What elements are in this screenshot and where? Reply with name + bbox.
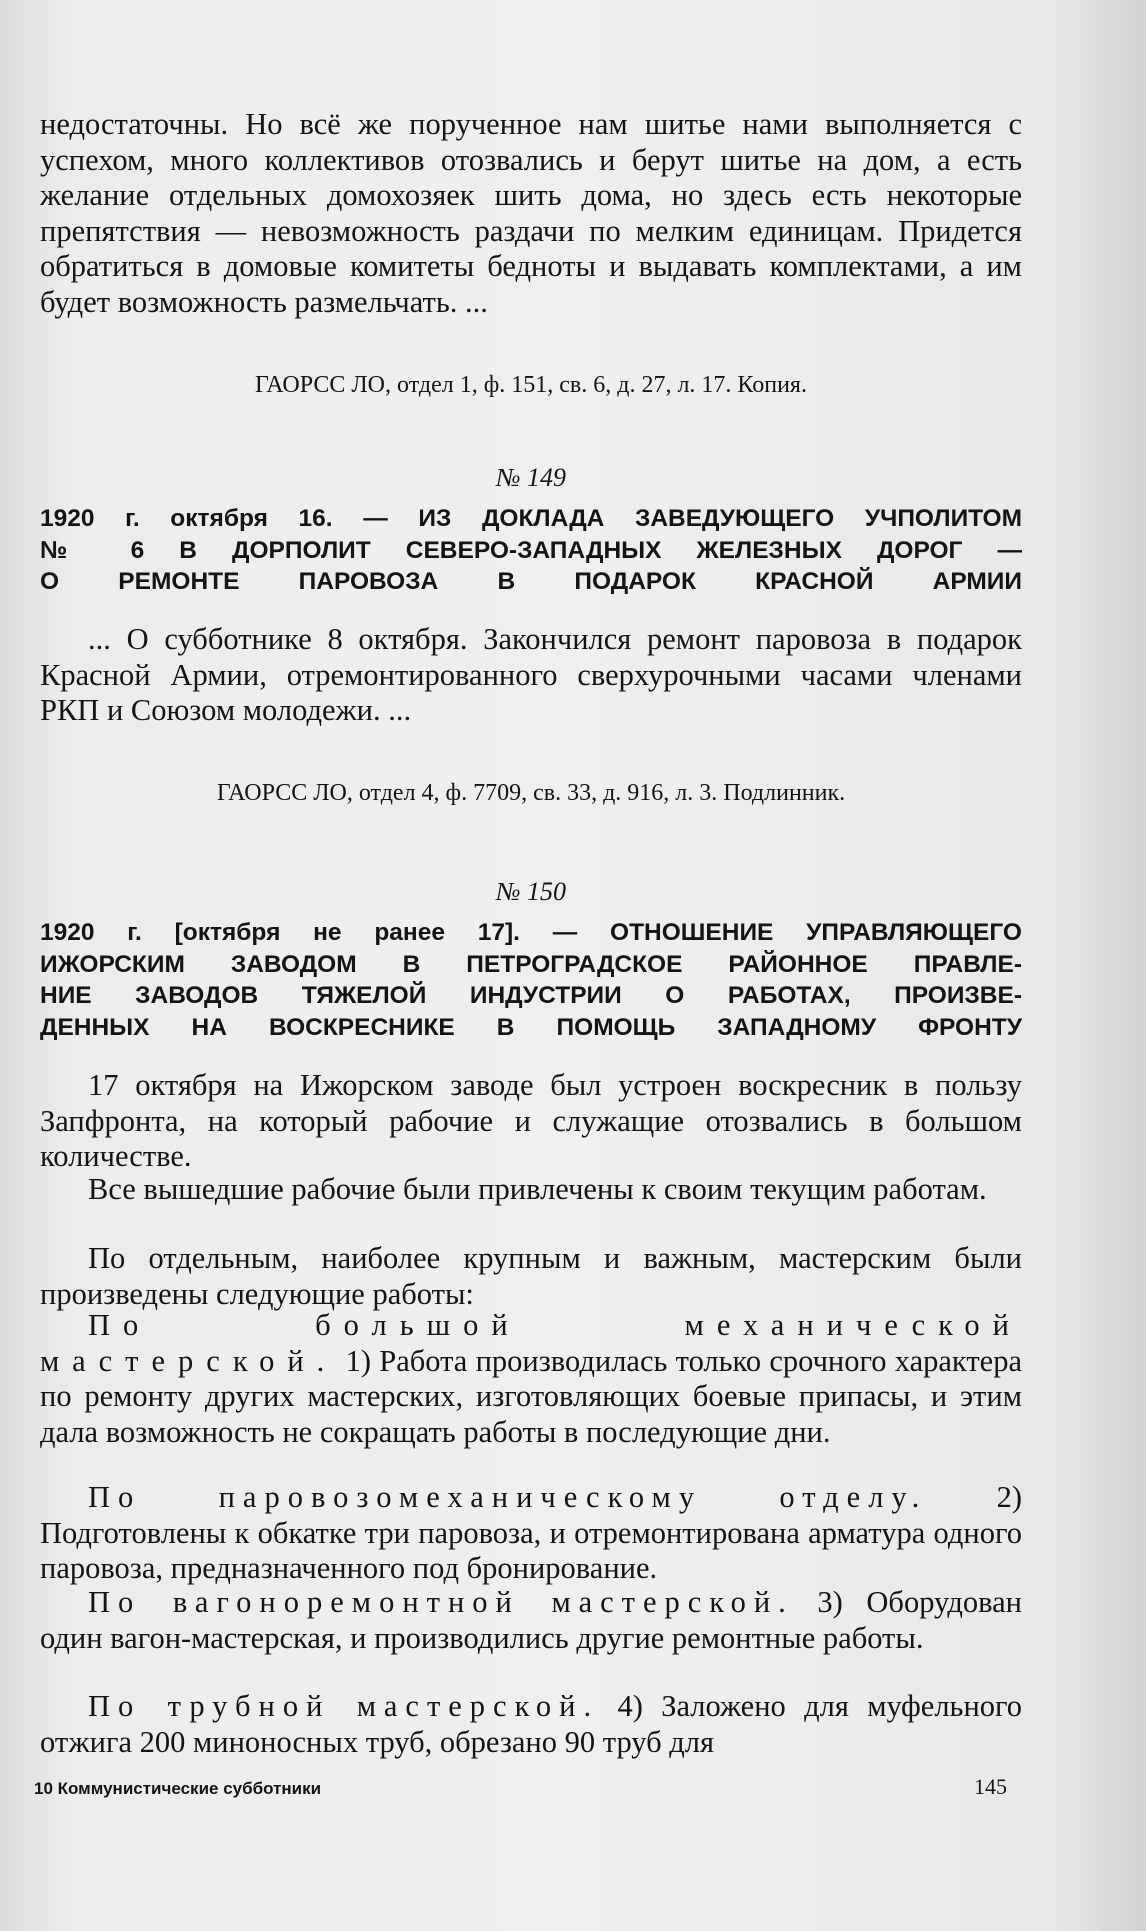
document-paragraph-2: Все вышедшие рабочие были привлечены к своим текущим работам.: [88, 1172, 987, 1206]
workshop-paragraph-mechanical: По большой механической мастерской. 1) Работа производилась только срочного характера по ремонту других мастерских, изготовляющих боевые припасы, и этим дала возможность не сокращать работы в последующие дни.: [40, 1308, 1023, 1449]
workshop-paragraph-wagon: По вагоноремонтной мастерской. 3) Оборудован один вагон-мастерская, и производились другие ремонтные работы.: [40, 1585, 1023, 1655]
document-number-150: № 150: [495, 877, 566, 906]
document-date-149: 1920 г. октября 16.: [40, 505, 333, 532]
document-date-150: 1920 г. [октября не ранее 17].: [40, 919, 520, 946]
page-number: 145: [974, 1774, 1007, 1799]
signature-mark: 10 Коммунистические субботники: [34, 1779, 322, 1798]
workshop-heading-mechanical: По большой механической мастерской.: [40, 1308, 1022, 1378]
workshop-heading-wagon: По вагоноремонтной мастерской.: [88, 1585, 794, 1619]
workshop-paragraph-locomotive: По паровозомеханическому отделу. 2) Подготовлены к обкатке три паровоза, и отремонтирована арматура одного паровоза, предназначенного под бронирование.: [40, 1480, 1023, 1585]
document-paragraph-3: По отдельным, наиболее крупным и важным, мастерским были произведены следующие работы:: [40, 1241, 1022, 1311]
document-body-149: ... О субботнике 8 октября. Закончился ремонт паровоза в подарок Красной Армии, отремонтированного сверхурочными часами членами РКП и Союзом молодежи. ...: [40, 622, 1022, 727]
archive-reference-148: ГАОРСС ЛО, отдел 1, ф. 151, св. 6, д. 27, л. 17. Копия.: [255, 372, 807, 398]
workshop-paragraph-pipe: По трубной мастерской. 4) Заложено для муфельного отжига 200 миноносных труб, обрезано 90 труб для: [40, 1689, 1023, 1759]
document-paragraph-1: 17 октября на Ижорском заводе был устроен воскресник в пользу Запфронта, на который рабочие и служащие отозвались в большом количестве.: [40, 1068, 1022, 1173]
document-title-150: 1920 г. [октября не ранее 17]. — ОТНОШЕНИЕ УПРАВЛЯЮЩЕГО ИЖОРСКИМ ЗАВОДОМ В ПЕТРОГРАДСКОЕ РАЙОННОЕ ПРАВЛЕ- НИЕ ЗАВОДОВ ТЯЖЕЛОЙ ИНДУСТРИИ О РАБОТАХ, ПРОИЗВЕ- ДЕННЫХ НА ВОСКРЕСНИКЕ В ПОМОЩЬ ЗАПАДНОМУ ФРОНТУ: [40, 919, 1022, 1041]
document-title-149: 1920 г. октября 16. — ИЗ ДОКЛАДА ЗАВЕДУЮЩЕГО УЧПОЛИТОМ № 6 В ДОРПОЛИТ СЕВЕРО-ЗАПАДНЫХ ЖЕЛЕЗНЫХ ДОРОГ — О РЕМОНТЕ ПАРОВОЗА В ПОДАРОК КРАСНОЙ АРМИИ: [40, 505, 1022, 595]
workshop-heading-locomotive: По паровозомеханическому отделу.: [88, 1480, 928, 1514]
document-number-149: № 149: [495, 463, 566, 492]
workshop-heading-pipe: По трубной мастерской.: [88, 1689, 600, 1723]
paragraph-continued: недостаточны. Но всё же порученное нам шитье нами выполняется с успехом, много коллективов отозвались и берут шитье на дом, а есть желание отдельных домохозяек шить дома, но здесь есть некоторые препятствия — невозможность раздачи по мелким единицам. Придется обратиться в домовые комитеты бедноты и выдавать комплектами, а им будет возможность размельчать. ...: [40, 107, 1022, 319]
archive-reference-149: ГАОРСС ЛО, отдел 4, ф. 7709, св. 33, д. 916, л. 3. Подлинник.: [216, 780, 846, 806]
